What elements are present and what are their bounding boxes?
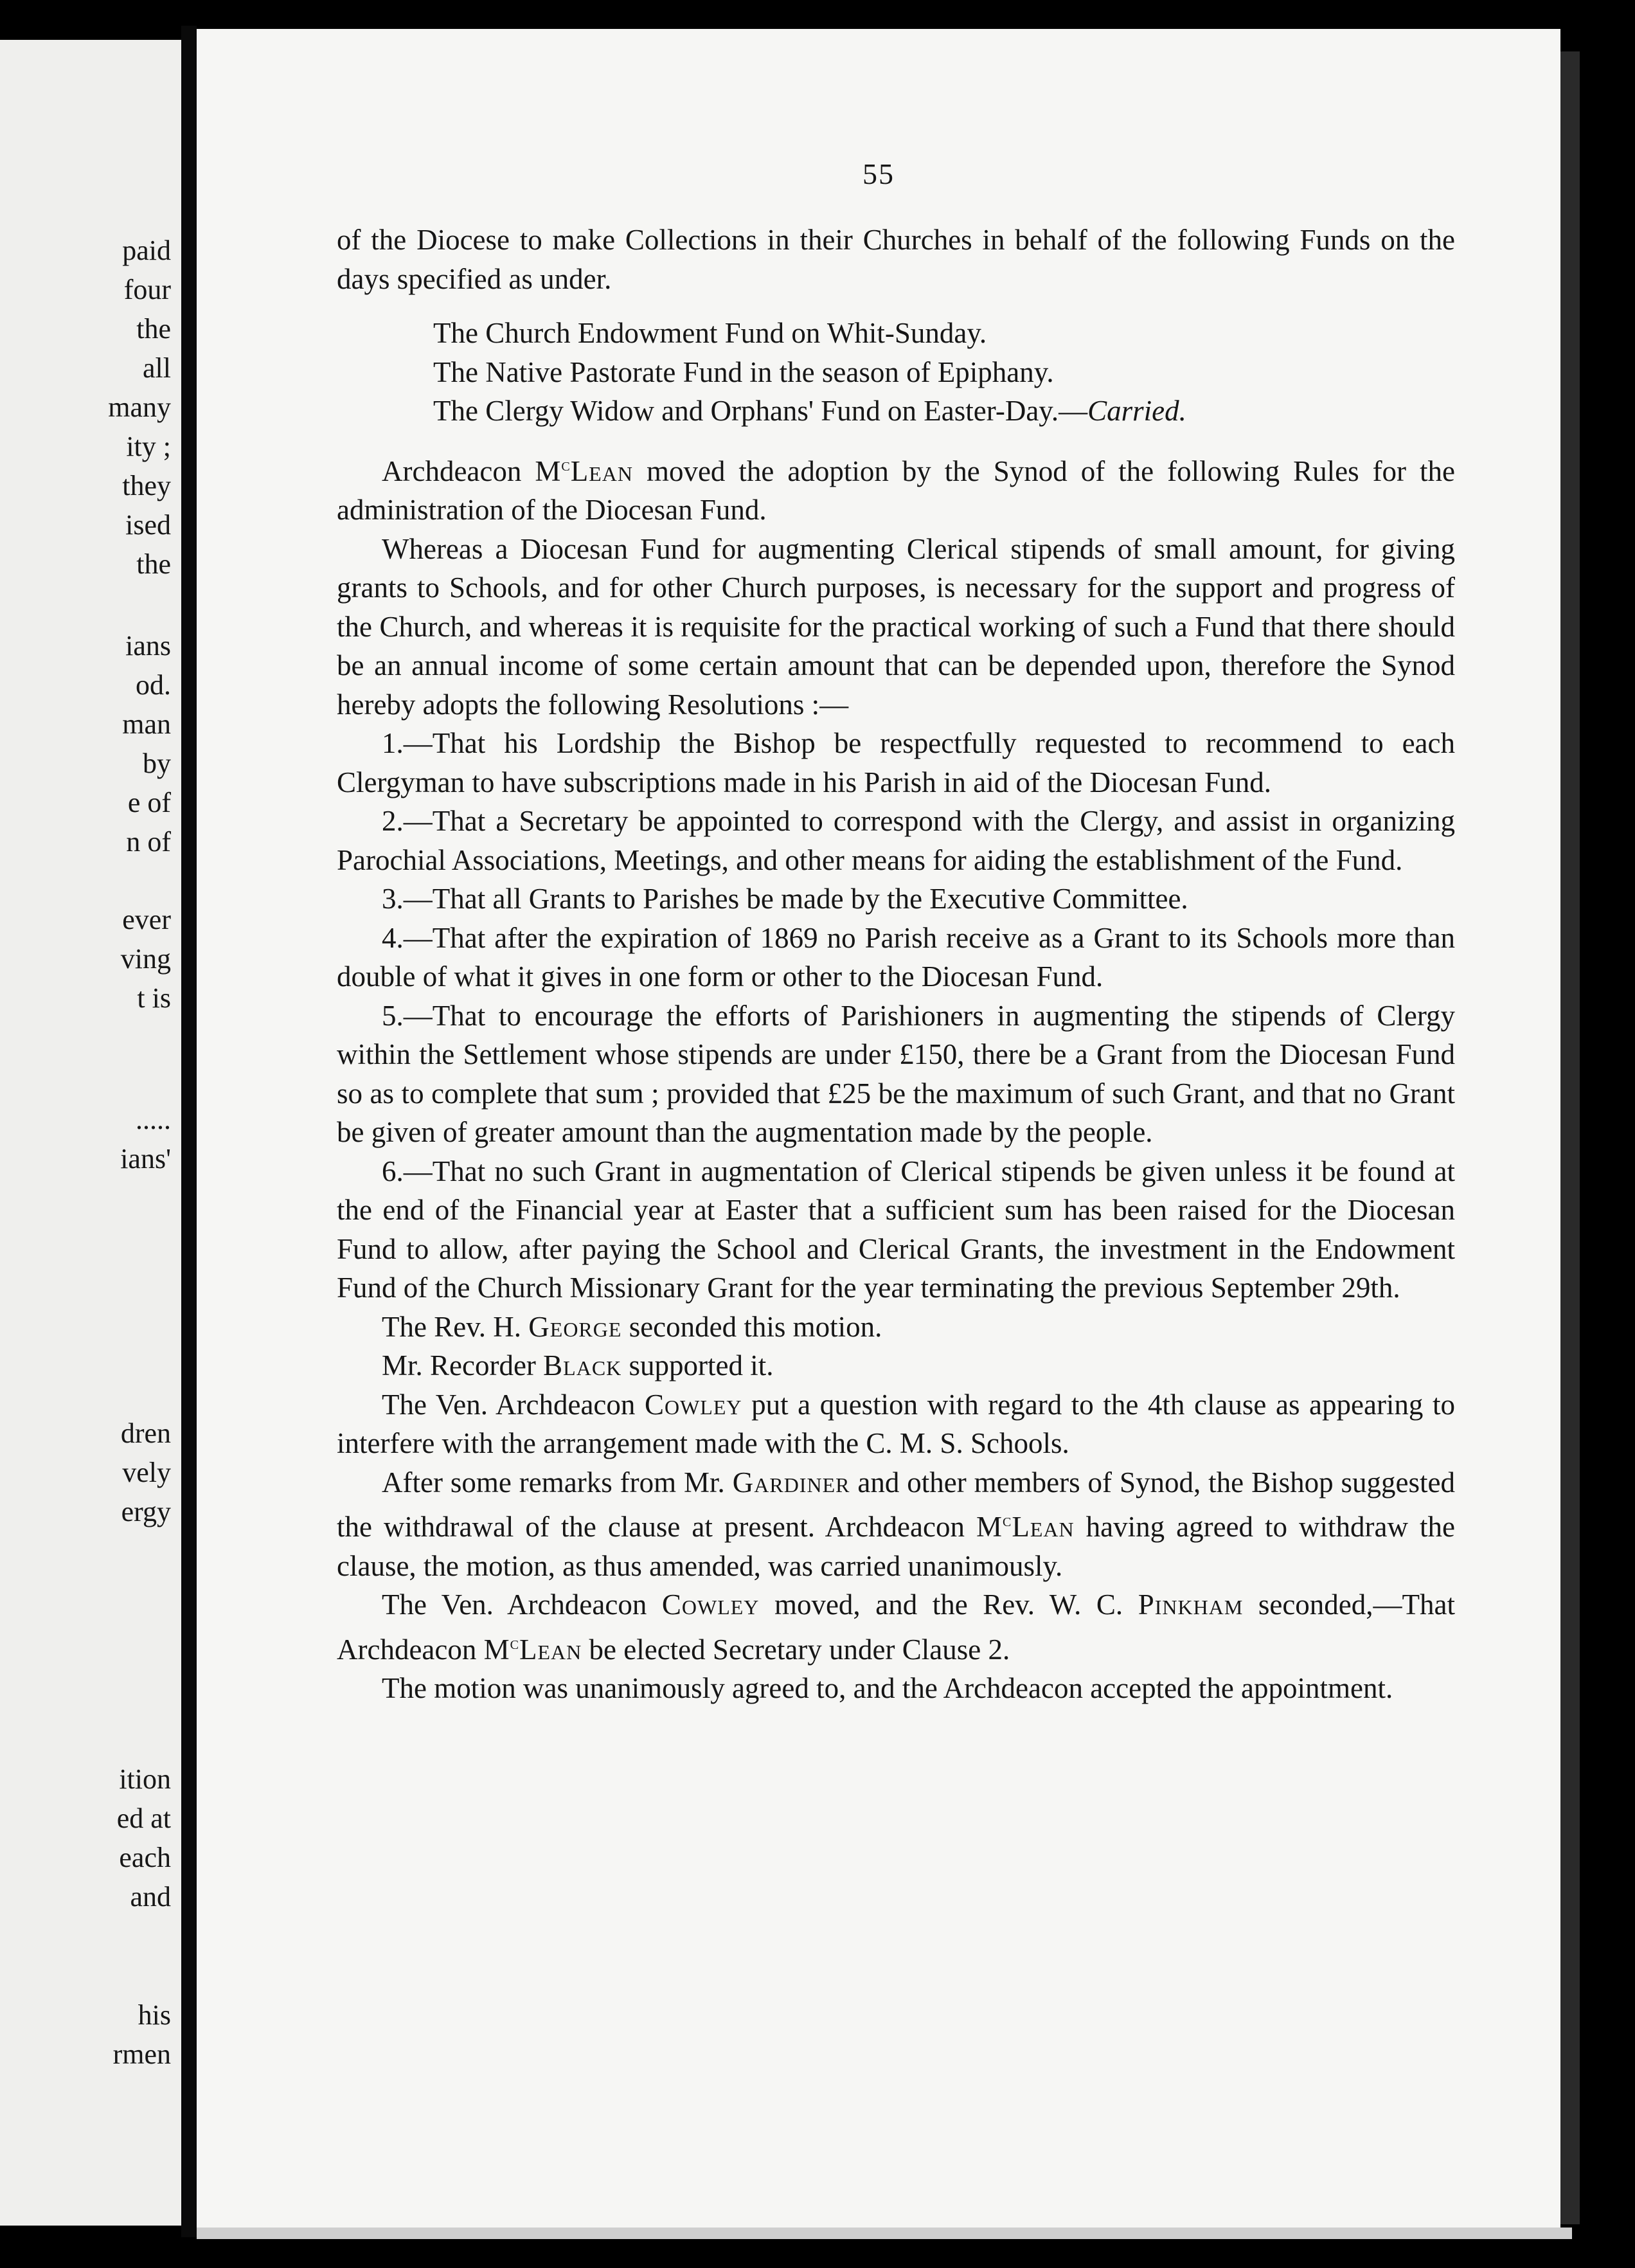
text-run: having agreed to withdraw the clause, the motion, as thus amended, was carried unanimously. — [337, 1511, 1455, 1582]
name-mclean — [976, 1511, 1075, 1543]
supported-paragraph — [337, 1346, 1455, 1385]
text-run: Lean — [1012, 1511, 1075, 1543]
text-run: moved the adoption by the Synod of the following Rules for the administration of the Diocesan Fund. — [337, 455, 1455, 526]
left-page-fragment: e of — [127, 787, 171, 818]
fund-list — [337, 314, 1455, 431]
text-run: seconded this motion. — [621, 1310, 882, 1343]
resolution-4: 4.—That after the expiration of 1869 no Parish receive as a Grant to its Schools more than double of what it gives in one form or other to the Diocesan Fund. — [337, 921, 1455, 993]
text-run: The Rev. H. — [382, 1310, 529, 1343]
fund-item: The Native Pastorate Fund in the season of Epiphany. — [433, 356, 1054, 388]
motion-intro-paragraph — [337, 446, 1455, 530]
text-run: supported it. — [621, 1349, 774, 1382]
left-page-fragment: ition — [119, 1763, 171, 1795]
left-page-fragment: ving — [120, 943, 171, 975]
text-run: be elected Secretary under Clause 2. — [582, 1633, 1010, 1666]
left-page-fragment: n of — [126, 826, 171, 858]
left-page-fragment: man — [122, 708, 171, 740]
left-page-fragment: vely — [122, 1457, 171, 1488]
name-black: Black — [543, 1349, 622, 1382]
text-run: seconded,—That Archdeacon — [337, 1589, 1455, 1666]
resolution-3: 3.—That all Grants to Parishes be made by the Executive Committee. — [382, 883, 1188, 915]
text-run: M — [535, 455, 562, 487]
book-gutter — [181, 26, 197, 2237]
right-page — [197, 29, 1560, 2228]
fund-item — [337, 392, 1455, 431]
text-run: and other members of Synod, the Bishop suggested the withdrawal of the clause at present. Archdeacon — [337, 1466, 1456, 1543]
resolution-6: 6.—That no such Grant in augmentation of Clerical stipends be given unless it be found at the end of the Financial year at Easter that a sufficient sum has been raised for the Diocesan Fund to allow, after paying the School and Clerical Grants, the investment in the Endowment Fund of the Church Missionary Grant for the year terminating the previous September 29th. — [337, 1155, 1455, 1304]
left-page-fragment: ised — [125, 509, 171, 541]
left-page-fragment: many — [108, 392, 171, 423]
name-cowley: Cowley — [661, 1589, 760, 1621]
name-george: George — [528, 1310, 622, 1343]
left-page-fragment: the — [136, 313, 171, 345]
text-run: c — [1003, 1511, 1012, 1531]
name-cowley: Cowley — [644, 1388, 742, 1421]
preamble-paragraph: Whereas a Diocesan Fund for augmenting Clerical stipends of small amount, for giving grants to Schools, and for other Church purposes, is necessary for the support and progress of the Church, and whereas it is requisite for the practical working of such a Fund that there should be an annual income of some certain amount that can be depended upon, therefore the Synod hereby adopts the following Resolutions :— — [337, 532, 1455, 721]
text-run: moved, and the Rev. W. C. — [759, 1589, 1138, 1621]
page-number: 55 — [862, 158, 895, 190]
fund-item-text: The Clergy Widow and Orphans' Fund on Easter-Day.— — [433, 395, 1088, 427]
carried-note: Carried. — [1087, 395, 1186, 427]
text-run: c — [561, 455, 571, 475]
left-page-fragment: ..... — [136, 1104, 171, 1135]
text-run: M — [976, 1511, 1003, 1543]
text-run: c — [510, 1633, 519, 1653]
left-page-edge — [0, 40, 181, 2226]
fund-item: The Church Endowment Fund on Whit-Sunday. — [433, 317, 987, 349]
resolution-2: 2.—That a Secretary be appointed to correspond with the Clergy, and assist in organizing Parochial Associations, Meetings, and other means for aiding the establishment of the Fund. — [337, 805, 1455, 876]
left-page-fragment: all — [143, 352, 171, 384]
opening-paragraph: of the Diocese to make Collections in their Churches in behalf of the following Funds on the days specified as under. — [337, 224, 1455, 295]
left-page-fragment: ergy — [121, 1496, 171, 1527]
text-run: The Ven. Archdeacon — [382, 1388, 645, 1421]
left-page-fragment: by — [143, 748, 171, 779]
left-page-fragment: rmen — [112, 2039, 171, 2070]
left-page-fragment: ed at — [116, 1803, 171, 1834]
resolution-1: 1.—That his Lordship the Bishop be respectfully requested to recommend to each Clergyman to have subscriptions made in his Parish in aid of the Diocesan Fund. — [337, 727, 1455, 798]
remarks-paragraph — [337, 1463, 1455, 1586]
left-page-fragment: ity ; — [126, 431, 171, 462]
page-right-edge — [1560, 51, 1580, 2224]
text-run: M — [483, 1633, 510, 1666]
left-page-fragment: the — [136, 548, 171, 580]
seconded-paragraph — [337, 1308, 1455, 1347]
left-page-fragment: four — [123, 274, 171, 305]
page-body — [337, 221, 1455, 1708]
left-page-fragment: they — [122, 470, 171, 501]
left-page-fragment: and — [130, 1881, 171, 1913]
closing-paragraph: The motion was unanimously agreed to, and the Archdeacon accepted the appointment. — [382, 1672, 1393, 1704]
text-run: Mr. Recorder — [382, 1349, 544, 1382]
left-page-fragment: each — [119, 1842, 171, 1873]
left-page-fragment: ians' — [120, 1143, 171, 1174]
page-bottom-edge — [197, 2228, 1572, 2239]
text-run: The Ven. Archdeacon — [382, 1589, 662, 1621]
text-run: Lean — [519, 1633, 582, 1666]
left-page-fragment: paid — [122, 235, 171, 266]
left-page-fragment: ians — [125, 630, 171, 662]
text-run: Lean — [570, 455, 633, 487]
resolution-5: 5.—That to encourage the efforts of Parishioners in augmenting the stipends of Clergy within the Settlement whose stipends are under £150, there be a Grant from the Diocesan Fund so as to complete that sum ; provided that £25 be the maximum of such Grant, and that no Grant be given of greater amount than the augmentation made by the people. — [337, 999, 1455, 1148]
name-gardiner: Gardiner — [732, 1466, 850, 1498]
left-page-fragment: his — [138, 1999, 171, 2031]
name-mclean — [484, 1634, 582, 1666]
secretary-motion-paragraph — [337, 1585, 1455, 1669]
name-pinkham: Pinkham — [1138, 1589, 1244, 1621]
text-run: After some remarks from Mr. — [382, 1466, 733, 1498]
name-mclean — [535, 455, 633, 487]
question-paragraph — [337, 1385, 1455, 1463]
left-page-fragment: od. — [136, 669, 171, 701]
left-page-fragment: dren — [120, 1418, 171, 1449]
left-page-fragment: t is — [137, 982, 171, 1014]
text-run: put a question with regard to the 4th clause as appearing to interfere with the arrangement made with the C. M. S. Schools. — [337, 1388, 1455, 1459]
text-run: Archdeacon — [382, 455, 535, 487]
left-page-fragment: ever — [122, 904, 171, 935]
